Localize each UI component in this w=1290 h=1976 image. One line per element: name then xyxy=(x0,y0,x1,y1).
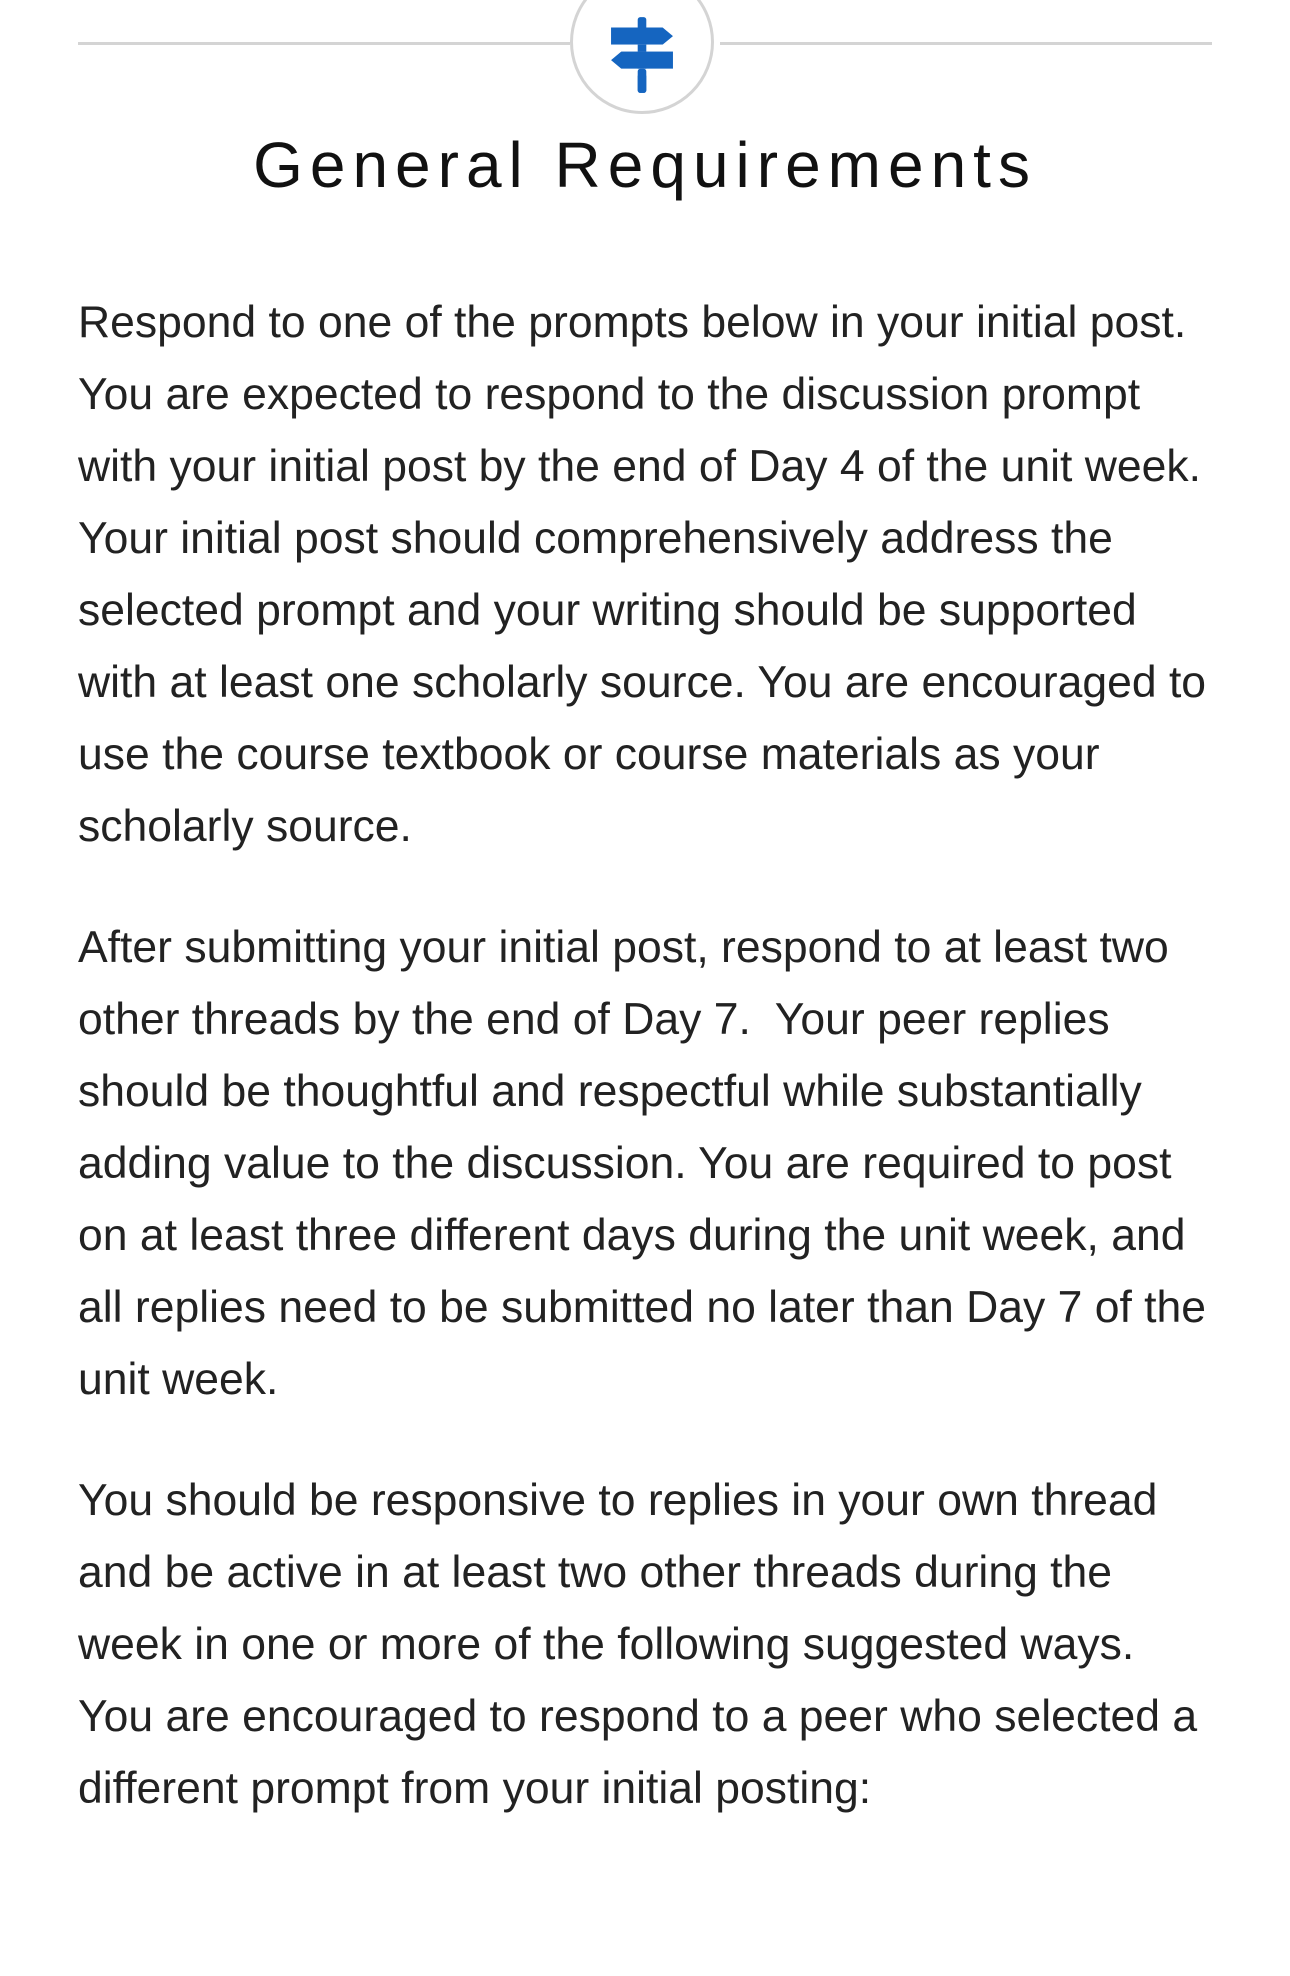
signpost-icon xyxy=(599,12,685,98)
requirements-body xyxy=(78,287,1225,1874)
header-divider-right xyxy=(720,42,1212,45)
section-title: General Requirements xyxy=(253,129,1037,201)
header-divider-left xyxy=(78,42,570,45)
section-icon-badge xyxy=(570,0,714,114)
paragraph-responsiveness: You should be responsive to replies in your own thread and be active in at least two other threads during the week in one or more of the following suggested ways. You are encouraged to respond to a peer who selected a different prompt from your initial posting: xyxy=(78,1476,1210,1813)
paragraph-peer-replies: After submitting your initial post, respond to at least two other threads by the end of Day 7. Your peer replies should be thoughtful and respectful while substantially adding value to the discussion. You are required to post on at least three different days during the unit week, and all replies need to be submitted no later than Day 7 of the unit week. xyxy=(78,923,1219,1404)
paragraph-initial-post: Respond to one of the prompts below in your initial post. You are expected to respond to the discussion prompt with your initial post by the end of Day 4 of the unit week. Your initial post should comprehensively address the selected prompt and your writing should be supported with at least one scholarly source. You are encouraged to use the course textbook or course materials as your scholarly source. xyxy=(78,298,1225,851)
